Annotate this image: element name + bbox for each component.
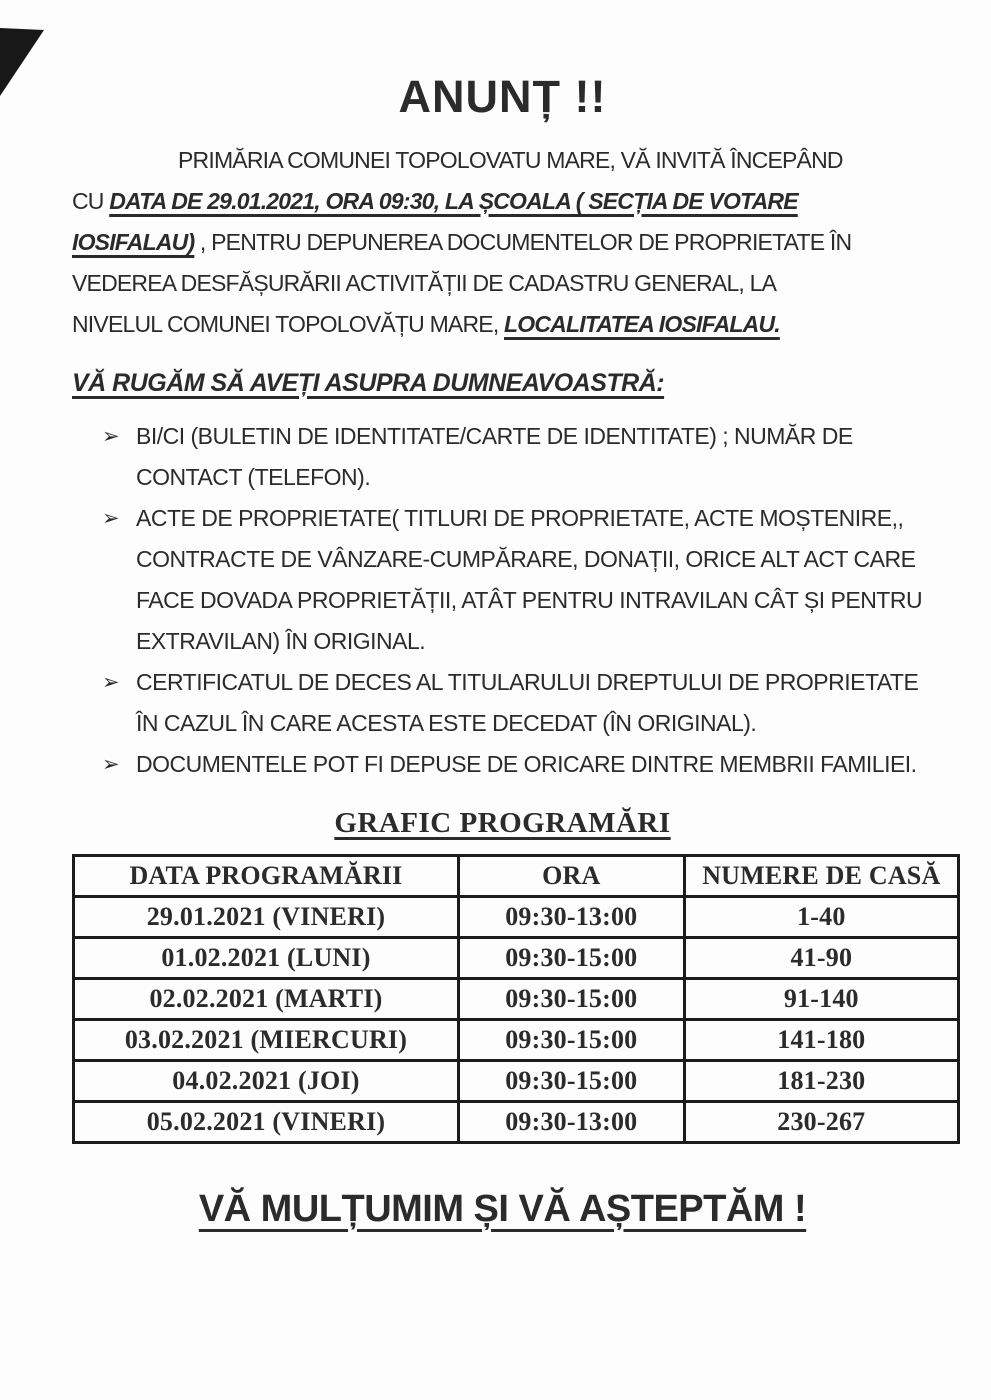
cell-time: 09:30-15:00 bbox=[458, 978, 684, 1019]
cell-house-numbers: 1-40 bbox=[684, 896, 958, 937]
cell-house-numbers: 141-180 bbox=[684, 1019, 958, 1060]
cell-time: 09:30-13:00 bbox=[458, 1101, 684, 1142]
list-item-text: DOCUMENTELE POT FI DEPUSE DE ORICARE DINTRE MEMBRII FAMILIEI. bbox=[136, 750, 917, 777]
table-header-row bbox=[74, 855, 959, 896]
arrow-bullet-icon: ➢ bbox=[102, 506, 120, 530]
intro-text: PRIMĂRIA COMUNEI TOPOLOVATU MARE, VĂ INVITĂ ÎNCEPÂND bbox=[178, 146, 843, 173]
cell-time: 09:30-15:00 bbox=[458, 1060, 684, 1101]
cell-date: 29.01.2021 (VINERI) bbox=[74, 896, 459, 937]
intro-text: VEDEREA DESFĂȘURĂRII ACTIVITĂȚII DE CADASTRU GENERAL, LA bbox=[72, 269, 777, 296]
intro-paragraph bbox=[72, 140, 933, 345]
table-row bbox=[74, 937, 959, 978]
list-item-text: ACTE DE PROPRIETATE( TITLURI DE PROPRIETATE, ACTE MOȘTENIRE,, CONTRACTE DE VÂNZARE-CUMPĂRARE, DONAȚII, ORICE ALT ACT CARE FACE DOVADA PROPRIETĂȚII, ATÂT PENTRU INTRAVILAN CÂT ȘI PENTRU EXTRAVILAN) ÎN ORIGINAL. bbox=[136, 504, 923, 654]
intro-line-2 bbox=[72, 181, 933, 222]
list-item bbox=[102, 662, 933, 744]
table-row bbox=[74, 1060, 959, 1101]
column-header-time: ORA bbox=[458, 855, 684, 896]
list-item bbox=[102, 416, 933, 498]
cell-date: 05.02.2021 (VINERI) bbox=[74, 1101, 459, 1142]
arrow-bullet-icon: ➢ bbox=[102, 424, 120, 448]
list-item-text: BI/CI (BULETIN DE IDENTITATE/CARTE DE IDENTITATE) ; NUMĂR DE CONTACT (TELEFON). bbox=[136, 422, 853, 490]
cell-date: 02.02.2021 (MARTI) bbox=[74, 978, 459, 1019]
table-row bbox=[74, 896, 959, 937]
column-header-date: DATA PROGRAMĂRII bbox=[74, 855, 459, 896]
cell-house-numbers: 41-90 bbox=[684, 937, 958, 978]
closing-message bbox=[72, 1188, 933, 1231]
intro-emphasis-iosifalau: IOSIFALAU) bbox=[72, 228, 195, 255]
intro-line-4 bbox=[72, 263, 933, 304]
intro-text: NIVELUL COMUNEI TOPOLOVĂȚU MARE, bbox=[72, 310, 504, 337]
cell-date: 03.02.2021 (MIERCURI) bbox=[74, 1019, 459, 1060]
cell-time: 09:30-13:00 bbox=[458, 896, 684, 937]
cell-house-numbers: 91-140 bbox=[684, 978, 958, 1019]
list-item-text: CERTIFICATUL DE DECES AL TITULARULUI DREPTULUI DE PROPRIETATE ÎN CAZUL ÎN CARE ACESTA ESTE DECEDAT (ÎN ORIGINAL). bbox=[136, 668, 919, 736]
arrow-bullet-icon: ➢ bbox=[102, 752, 120, 776]
intro-line-3 bbox=[72, 222, 933, 263]
request-heading: VĂ RUGĂM SĂ AVEȚI ASUPRA DUMNEAVOASTRĂ: bbox=[72, 368, 665, 397]
intro-line-5 bbox=[72, 304, 933, 345]
list-item bbox=[102, 498, 933, 662]
intro-emphasis-date-location: DATA DE 29.01.2021, ORA 09:30, LA ȘCOALA ( SECȚIA DE VOTARE bbox=[109, 187, 798, 214]
cell-date: 01.02.2021 (LUNI) bbox=[74, 937, 459, 978]
intro-text: CU bbox=[72, 187, 110, 214]
table-row bbox=[74, 978, 959, 1019]
cell-date: 04.02.2021 (JOI) bbox=[74, 1060, 459, 1101]
schedule-heading: GRAFIC PROGRAMĂRI bbox=[334, 806, 671, 839]
table-row bbox=[74, 1019, 959, 1060]
column-header-house-numbers: NUMERE DE CASĂ bbox=[684, 855, 958, 896]
cell-time: 09:30-15:00 bbox=[458, 1019, 684, 1060]
required-documents-list bbox=[72, 416, 933, 785]
intro-line-1 bbox=[72, 140, 933, 181]
table-row bbox=[74, 1101, 959, 1142]
cell-time: 09:30-15:00 bbox=[458, 937, 684, 978]
schedule-table bbox=[72, 854, 960, 1144]
list-item bbox=[102, 744, 933, 785]
cell-house-numbers: 230-267 bbox=[684, 1101, 958, 1142]
intro-emphasis-localitatea: LOCALITATEA IOSIFALAU. bbox=[504, 310, 780, 337]
closing-text: VĂ MULȚUMIM ȘI VĂ AȘTEPTĂM ! bbox=[198, 1187, 807, 1230]
cell-house-numbers: 181-230 bbox=[684, 1060, 958, 1101]
arrow-bullet-icon: ➢ bbox=[102, 670, 120, 694]
intro-text: , PENTRU DEPUNEREA DOCUMENTELOR DE PROPRIETATE ÎN bbox=[194, 228, 852, 255]
document-title: ANUNȚ !! bbox=[398, 71, 607, 122]
